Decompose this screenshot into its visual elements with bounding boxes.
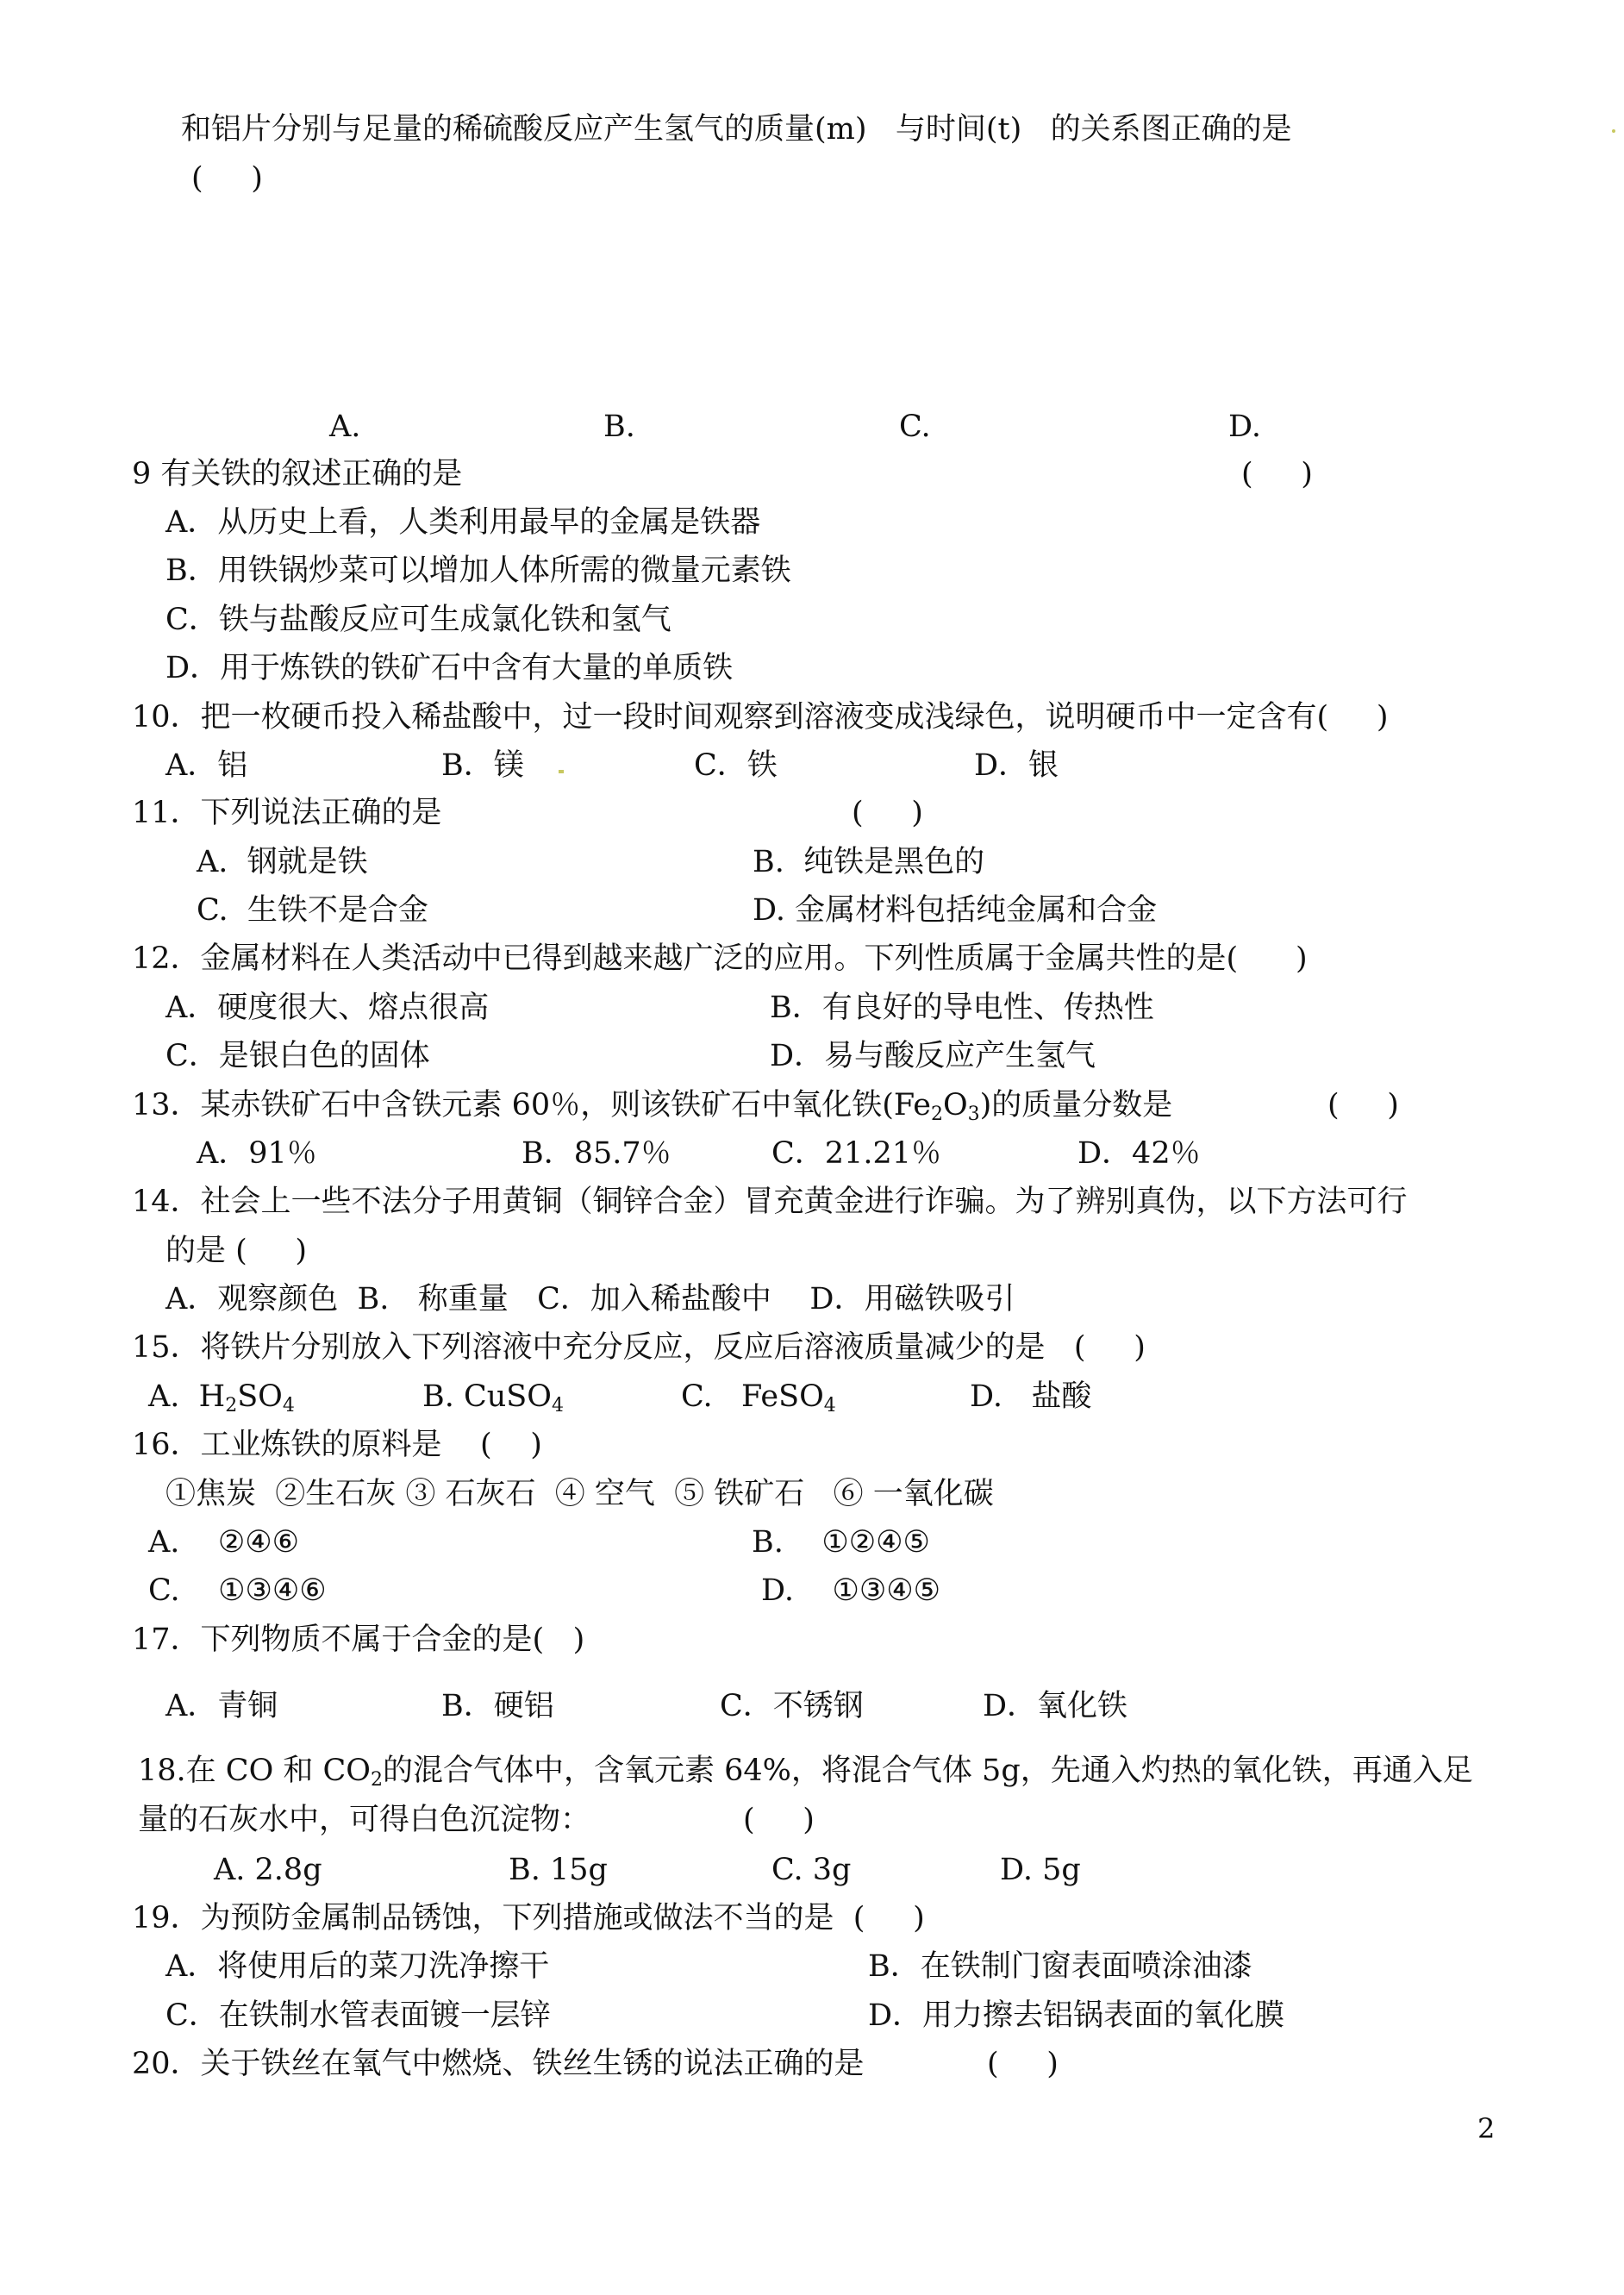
q13-option-b: B．85.7％	[522, 1136, 671, 1171]
q17-option-d: D．氧化铁	[983, 1689, 1128, 1723]
q11-option-b: B. 纯铁是黑色的	[753, 845, 985, 879]
q16-option-d: D. ①③④⑤	[761, 1573, 940, 1608]
q19-option-d: D．用力擦去铝锅表面的氧化膜	[868, 1998, 1285, 2033]
q8-answer-paren: ( )	[191, 161, 263, 196]
q11-stem: 11．下列说法正确的是	[132, 796, 442, 830]
stray-mark	[1612, 129, 1615, 133]
q15-stem: 15．将铁片分别放入下列溶液中充分反应，反应后溶液质量减少的是 ( )	[132, 1330, 1146, 1365]
q16-option-b: B. ①②④⑤	[752, 1525, 930, 1560]
stray-mark-2	[559, 770, 564, 773]
q19-option-c: C．在铁制水管表面镀一层锌	[166, 1998, 551, 2033]
q19-option-a: A．将使用后的菜刀洗净擦干	[166, 1949, 550, 1984]
q10-option-c: C．铁	[694, 748, 778, 783]
q12-option-c: C．是银白色的固体	[166, 1039, 430, 1073]
q15-option-d: D. 盐酸	[970, 1379, 1092, 1414]
q8-option-a: A.	[329, 410, 361, 444]
q13-answer-paren: ( )	[1327, 1088, 1399, 1122]
q10-option-b: B．镁	[441, 748, 524, 783]
q9-option-d: D．用于炼铁的铁矿石中含有大量的单质铁	[166, 651, 734, 685]
q18-stem: 18.在 CO 和 $CO_2$的混合气体中，含氧元素 64%，将混合气体 5g，先通入灼热的氧化铁，再通入足	[138, 1754, 1473, 1791]
q12-option-b: B．有良好的导电性、传热性	[770, 991, 1154, 1025]
q20-answer-paren: ( )	[987, 2047, 1059, 2081]
q12-stem: 12．金属材料在人类活动中已得到越来越广泛的应用。下列性质属于金属共性的是( )	[132, 941, 1308, 976]
q18-answer-paren: ( )	[743, 1803, 815, 1837]
page-number: 2	[1477, 2112, 1496, 2145]
q16-stem: 16．工业炼铁的原料是 ( )	[132, 1428, 542, 1462]
q14-stem: 14．社会上一些不法分子用黄铜（铜锌合金）冒充黄金进行诈骗。为了辨别真伪，以下方法可行	[132, 1185, 1408, 1219]
q8-option-b: B.	[603, 410, 635, 444]
q17-option-c: C．不锈钢	[720, 1689, 864, 1723]
q10-stem: 10．把一枚硬币投入稀盐酸中，过一段时间观察到溶液变成浅绿色，说明硬币中一定含有( )	[132, 700, 1389, 735]
q8-stem-continuation: 和铝片分别与足量的稀硫酸反应产生氢气的质量(m) 与时间(t) 的关系图正确的是	[181, 112, 1292, 147]
q19-option-b: B．在铁制门窗表面喷涂油漆	[868, 1949, 1252, 1984]
q11-answer-paren: ( )	[852, 796, 923, 830]
q9-option-a: A．从历史上看，人类利用最早的金属是铁器	[166, 505, 761, 540]
q15-option-b: B. CuSO$_4$	[422, 1379, 564, 1416]
q17-option-b: B．硬铝	[441, 1689, 554, 1723]
q17-option-a: A．青铜	[166, 1689, 278, 1723]
q12-option-a: A．硬度很大、熔点很高	[166, 991, 490, 1025]
q18-option-a: A. 2.8g	[214, 1853, 322, 1887]
q11-option-d: D. 金属材料包括纯金属和合金	[753, 893, 1158, 928]
q16-option-a: A. ②④⑥	[148, 1525, 300, 1560]
q8-option-c: C.	[899, 410, 931, 444]
q14-options: A．观察颜色 B. 称重量 C．加入稀盐酸中 D．用磁铁吸引	[166, 1282, 1015, 1316]
q18-option-d: D. 5g	[1000, 1853, 1081, 1887]
q13-option-d: D．42％	[1077, 1136, 1201, 1171]
q20-stem: 20．关于铁丝在氧气中燃烧、铁丝生锈的说法正确的是	[132, 2047, 865, 2081]
q12-option-d: D．易与酸反应产生氢气	[770, 1039, 1096, 1073]
q15-option-a: A. $H_2SO_4$	[148, 1379, 295, 1416]
q8-option-d: D.	[1228, 410, 1261, 444]
q11-option-c: C. 生铁不是合金	[197, 893, 428, 928]
q10-option-a: A．铝	[166, 748, 248, 783]
q11-option-a: A. 钢就是铁	[197, 845, 368, 879]
q13-stem: 13．某赤铁矿石中含铁元素 60％，则该铁矿石中氧化铁$(Fe_2O_3)$的质量分数是	[132, 1088, 1173, 1125]
q13-option-a: A．91％	[197, 1136, 317, 1171]
q13-option-c: C．21.21％	[771, 1136, 941, 1171]
q18-option-c: C. 3g	[771, 1853, 852, 1887]
q17-stem: 17．下列物质不属于合金的是( )	[132, 1623, 585, 1657]
q16-option-c: C. ①③④⑥	[148, 1573, 327, 1608]
q16-materials: ①焦炭 ②生石灰 ③ 石灰石 ④ 空气 ⑤ 铁矿石 ⑥ 一氧化碳	[166, 1477, 994, 1511]
q19-stem: 19．为预防金属制品锈蚀，下列措施或做法不当的是 ( )	[132, 1901, 925, 1935]
q9-option-b: B．用铁锅炒菜可以增加人体所需的微量元素铁	[166, 553, 791, 588]
q9-stem: 9 有关铁的叙述正确的是	[132, 457, 463, 491]
q9-answer-paren: ( )	[1241, 457, 1313, 491]
q18-stem-continuation: 量的石灰水中，可得白色沉淀物：	[138, 1803, 591, 1837]
q9-option-c: C．铁与盐酸反应可生成氯化铁和氢气	[166, 603, 671, 637]
q15-option-c: C. FeSO$_4$	[681, 1379, 836, 1416]
q10-option-d: D．银	[974, 748, 1059, 783]
q18-option-b: B. 15g	[509, 1853, 608, 1887]
q14-stem-continuation: 的是 ( )	[166, 1234, 308, 1268]
